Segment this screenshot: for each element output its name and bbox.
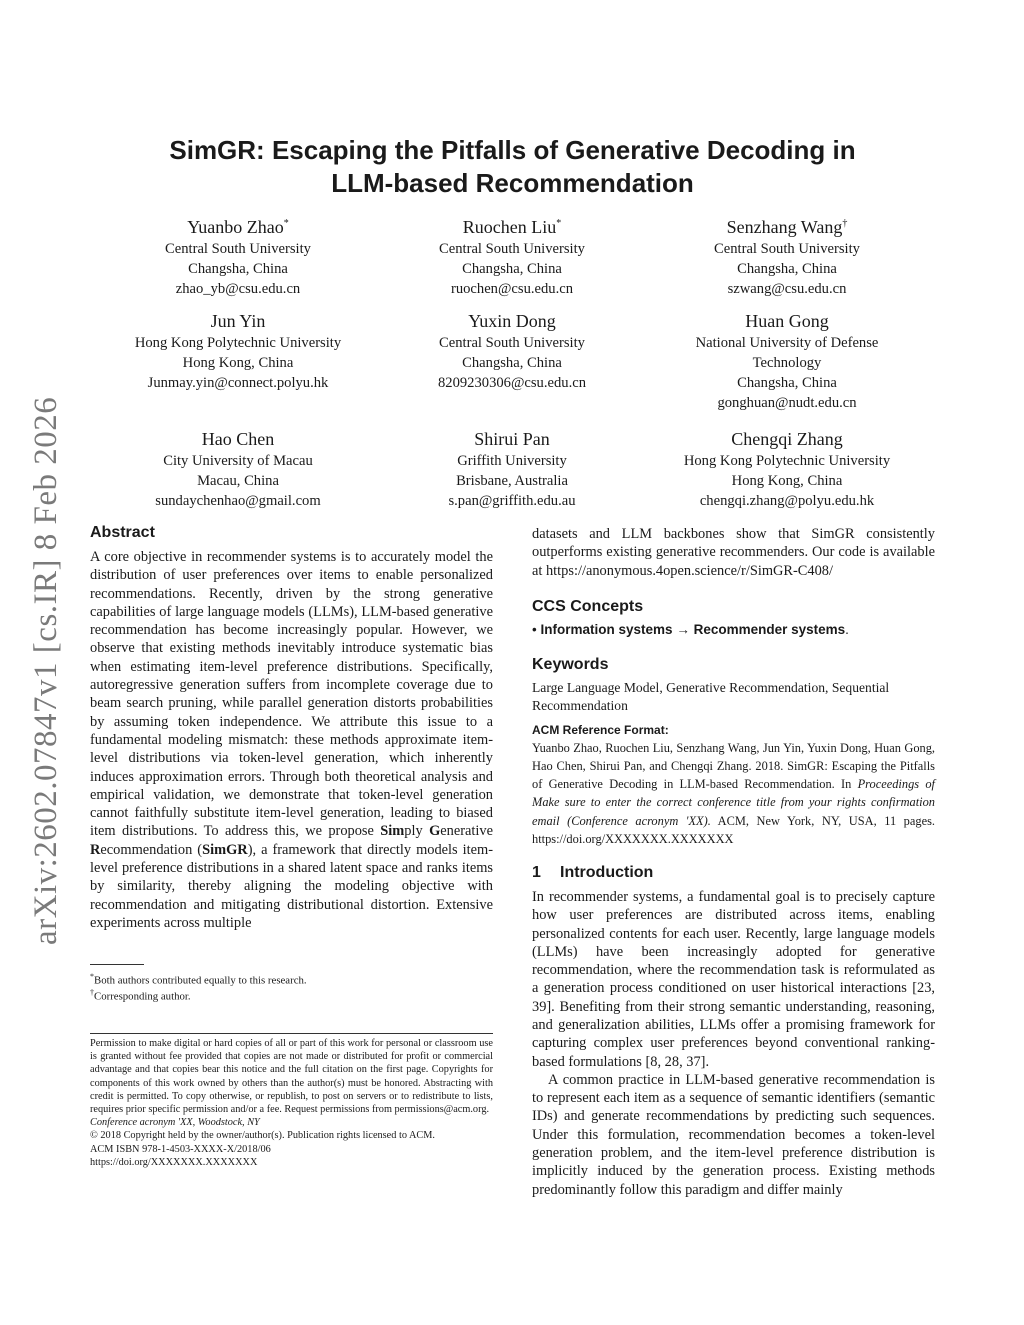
author-affiliation: Central South University — [439, 241, 585, 257]
introduction-body — [532, 888, 935, 1199]
author-name: Yuxin Dong — [468, 311, 556, 331]
intro-paragraph-1: In recommender systems, a fundamental goal is to precisely capture how user preferences are distributed across items, enabling personalized contents for each user. Recently, large language models (LLMs) have been increasingly adopted for generative recommendation, where the recommendation task is reformulated as a generation process conditioned on user historical interactions [23, 39]. Benefiting from their strong semantic understanding, reasoning, and generalization abilities, LLMs offer a promising framework for capturing complex user preferences beyond conventional ranking-based formulations [8, 28, 37]. — [532, 888, 935, 1070]
keywords-text: Large Language Model, Generative Recommendation, Sequential Recommendation — [532, 679, 890, 714]
author-name: Jun Yin — [210, 311, 266, 331]
author-email: Junmay.yin@connect.polyu.hk — [147, 375, 329, 391]
abstract-r-rest: ecommendation ( — [100, 841, 203, 858]
paper-title — [90, 134, 935, 200]
author-affiliation: Central South University — [165, 241, 311, 257]
abstract-g-rest: enerative — [440, 823, 493, 840]
doi-link[interactable]: https://doi.org/XXXXXXX.XXXXXXX — [90, 1156, 258, 1168]
section-number: 1 — [532, 863, 541, 881]
abstract-name-bold: SimGR — [202, 841, 248, 858]
author-location: Changsha, China — [462, 261, 562, 277]
abstract-section — [90, 522, 493, 932]
ccs-end: . — [845, 621, 849, 637]
acm-ref-proceedings: Proceedings of Make sure to enter the correct conference title from your rights confirmation email (Conference acronym 'XX). — [532, 777, 935, 828]
author-affiliation: Central South University — [714, 241, 860, 257]
author-location: Macau, China — [197, 473, 279, 489]
footnote-text: Corresponding author. — [94, 990, 191, 1003]
author-location: Hong Kong, China — [731, 473, 843, 489]
permission-rule — [90, 1033, 493, 1034]
abstract-body — [90, 548, 493, 932]
right-column — [532, 525, 935, 1199]
copyright-line: © 2018 Copyright held by the owner/author(s). Publication rights licensed to ACM. — [90, 1130, 436, 1142]
author-block — [642, 212, 932, 299]
arrow-icon: → — [676, 621, 690, 637]
ccs-concept-label: Information systems — [540, 621, 673, 637]
conference-venue: Conference acronym 'XX, Woodstock, NY — [90, 1117, 260, 1129]
section-title: Introduction — [560, 863, 654, 881]
author-email: ruochen@csu.edu.cn — [450, 281, 574, 297]
intro-paragraph-2: A common practice in LLM-based generative recommendation is to represent each item as a sequence of semantic identifiers (semantic IDs) and generate recommendations by predicting such sequences. Under this formulation, recommendation becomes a token-level generation problem, and the item-level preference distribution is implicitly induced by the generation process. Existing methods predominantly follow this paradigm and differ mainly — [532, 1071, 935, 1198]
author-affiliation: City University of Macau — [163, 453, 313, 469]
author-location: Hong Kong, China — [182, 355, 294, 371]
author-block — [93, 212, 383, 299]
paper-title-line-1: SimGR: Escaping the Pitfalls of Generative Decoding in — [169, 135, 856, 165]
abstract-sim-bold: Sim — [380, 823, 405, 840]
keywords-heading: Keywords — [532, 655, 609, 673]
author-location: Changsha, China — [737, 261, 837, 277]
footnote-mark: † — [90, 988, 94, 997]
author-location: Changsha, China — [188, 261, 288, 277]
abstract-g-bold: G — [429, 823, 441, 840]
introduction-heading — [532, 862, 935, 884]
author-email: chengqi.zhang@polyu.edu.hk — [699, 493, 875, 509]
author-affiliation: Central South University — [439, 335, 585, 351]
author-name: Shirui Pan — [474, 429, 550, 449]
footnote-text: Both authors contributed equally to this research. — [94, 974, 307, 987]
abstract-text-b: ), a framework that directly models item-level preference distributions in a shared latent space and ranks items by similarity, thereby aligning the modeling objective with recommendation and mitigating distributional distortion. Extensive experiments across multiple — [90, 841, 493, 931]
author-name: Yuanbo Zhao — [187, 217, 284, 237]
author-block — [367, 427, 657, 511]
acm-ref-text-a: Yuanbo Zhao, Ruochen Liu, Senzhang Wang, Jun Yin, Yuxin Dong, Huan Gong, Hao Chen, Shirui Pan, and Chengqi Zhang. 2018. SimGR: Escaping the Pitfalls of Generative Decoding in LLM-based Recommendation. In — [532, 740, 935, 792]
author-block — [642, 427, 932, 511]
author-block — [367, 309, 657, 393]
author-email: sundaychenhao@gmail.com — [155, 493, 321, 509]
author-block — [642, 309, 932, 413]
author-block — [367, 212, 657, 299]
author-email: zhao_yb@csu.edu.cn — [175, 281, 301, 297]
author-email: szwang@csu.edu.cn — [727, 281, 847, 297]
abstract-sim-rest: ply — [404, 823, 430, 840]
ccs-heading: CCS Concepts — [532, 597, 644, 615]
footnote-mark: * — [90, 972, 94, 981]
arxiv-identifier: arXiv:2602.07847v1 [cs.IR] 8 Feb 2026 — [28, 396, 64, 945]
acm-ref-heading: ACM Reference Format: — [532, 722, 669, 737]
footnote-rule — [90, 964, 144, 965]
author-email: gonghuan@nudt.edu.cn — [717, 395, 857, 411]
permission-text: Permission to make digital or hard copies of all or part of this work for personal or classroom use is granted without fee provided that copies are not made or distributed for profit or commercial advantage and that copies bear this notice and the full citation on the first page. Copyrights for components of this work owned by others than the author(s) must be honored. Abstracting with credit is permitted. To copy otherwise, or republish, to post on servers or to redistribute to lists, requires prior specific permission and/or a fee. Request permissions from permissions@acm.org. — [90, 1038, 493, 1116]
author-mark: * — [556, 218, 562, 229]
abstract-text-a: A core objective in recommender systems is to accurately model the distribution of user preferences over items to enable personalized recommendations. Recently, driven by the strong generative capabilities of large language models (LLMs), LLM-based generative recommendation has become increasingly popular. However, we observe that existing methods inevitably introduce systematic bias when estimating item-level preference distributions. Specifically, autoregressive generation suffers from incomplete coverage due to beam search pruning, while parallel generation distorts probabilities by assuming token independence. We attribute this issue to a fundamental modeling mismatch: these methods approximate item-level distributions via token-level generation, which inherently induces approximation errors. Through both theoretical analysis and empirical validation, we demonstrate that token-level generation cannot faithfully substitute item-level generation, leading to biased item distributions. To address this, we propose — [90, 549, 493, 840]
author-affiliation: Hong Kong Polytechnic University — [134, 335, 342, 351]
author-mark: * — [283, 218, 289, 229]
footnote-corresponding — [90, 985, 191, 1005]
author-affiliation: Hong Kong Polytechnic University — [683, 453, 891, 469]
author-location: Changsha, China — [462, 355, 562, 371]
author-name: Huan Gong — [745, 311, 829, 331]
author-mark: † — [842, 218, 848, 229]
author-affiliation: Griffith University — [457, 453, 567, 469]
acm-ref-text — [532, 739, 935, 848]
paper-title-line-2: LLM-based Recommendation — [331, 168, 694, 198]
author-block — [93, 309, 383, 393]
author-email: 8209230306@csu.edu.cn — [437, 375, 586, 391]
author-name: Chengqi Zhang — [731, 429, 843, 449]
author-block — [93, 427, 383, 511]
bullet-icon: • — [532, 621, 537, 637]
author-name: Hao Chen — [201, 429, 275, 449]
abstract-r-bold: R — [90, 841, 101, 858]
isbn-line: ACM ISBN 978-1-4503-XXXX-X/2018/06 — [90, 1143, 271, 1155]
acm-ref-text-b: ACM, New York, NY, USA, 11 pages. https://doi.org/XXXXXXX.XXXXXXX — [532, 813, 935, 846]
author-name: Senzhang Wang — [726, 217, 843, 237]
author-affiliation-cont: Technology — [752, 355, 822, 371]
author-affiliation: National University of Defense — [695, 335, 879, 351]
abstract-heading: Abstract — [90, 524, 155, 541]
author-name: Ruochen Liu — [462, 217, 557, 237]
ccs-concept — [532, 620, 935, 640]
abstract-continuation: datasets and LLM backbones show that SimGR consistently outperforms existing generative recommenders. Our code is available at https://anonymous.4open.science/r/SimGR-C408/ — [532, 526, 935, 579]
author-email: s.pan@griffith.edu.au — [448, 493, 576, 509]
author-location: Brisbane, Australia — [456, 473, 568, 489]
permission-block — [90, 1037, 493, 1169]
author-location: Changsha, China — [737, 375, 837, 391]
ccs-subconcept-label: Recommender systems — [693, 621, 846, 637]
